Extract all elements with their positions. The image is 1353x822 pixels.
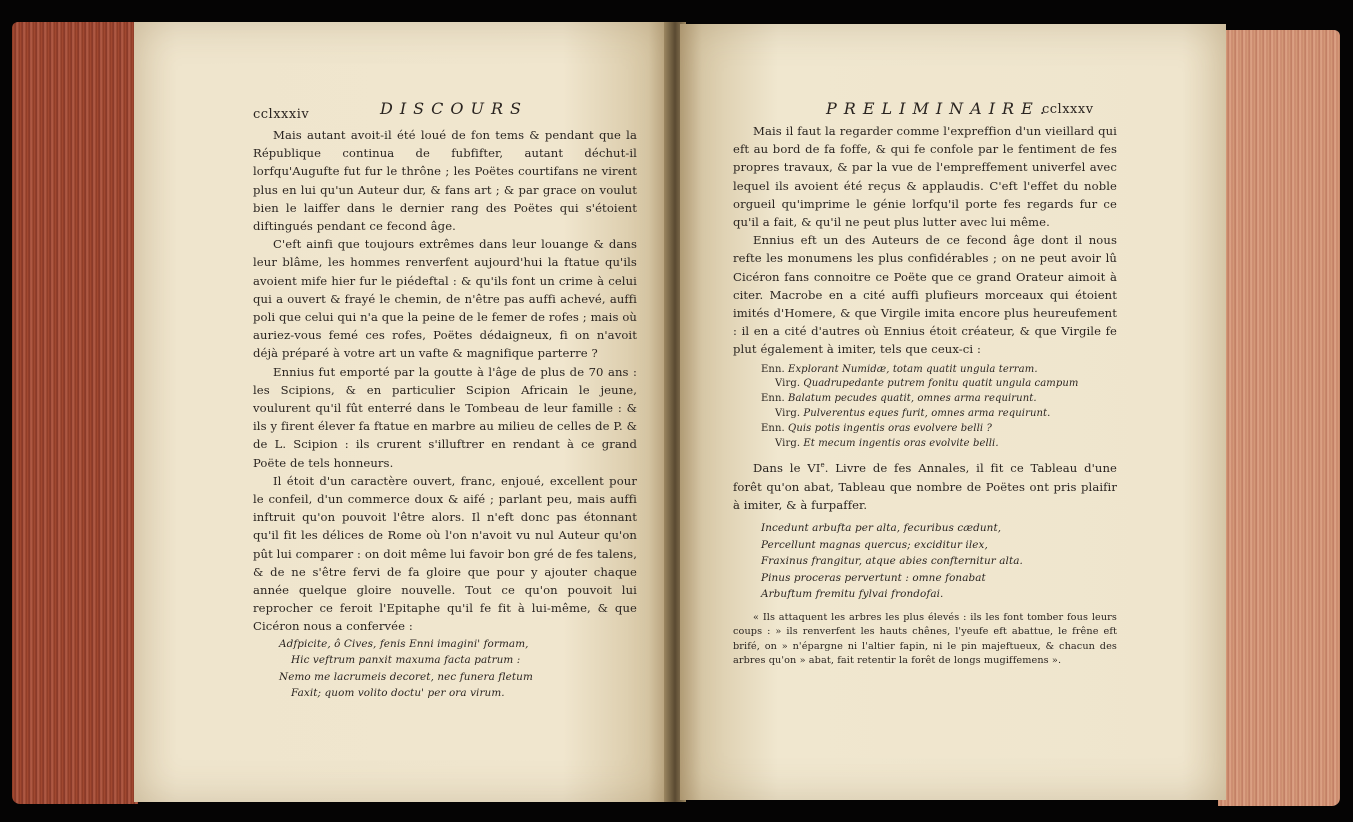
comparison-line: Enn. Explorant Numidæ, totam quatit ungula terram. [761, 363, 1038, 375]
right-running-head: PRELIMINAIRE. [826, 99, 1052, 118]
right-page-number: cclxxxv [1042, 102, 1094, 117]
verse-line: Fraxinus frangitur, atque abies confternitur alta. [761, 555, 1023, 568]
left-page-edges [12, 22, 138, 804]
paragraph: Il étoit d'un caractère ouvert, franc, enjoué, excellent pour le confeil, d'un commerce doux & aifé ; parlant peu, mais auffi inftruit qu'on pouvoit l'être alors. Il n'eft donc pas étonnant qu'il fit les délices de Rome où l'on n'avoit vu nul Auteur qu'on pût lui comparer : on doit même lui favoir bon gré de fes talens, & de ne s'être fervi de fa gloire que pour y ajouter chaque année quelque gloire nouvelle. Tout ce qu'on pouvoit lui reprocher ce feroit l'Epitaphe qu'il fe fit à lui-même, & que Cicéron nous a confervée : [253, 473, 637, 634]
verse-line: Percellunt magnas quercus; exciditur ilex, [761, 538, 988, 551]
comparison-line: Enn. Balatum pecudes quatit, omnes arma requirunt. [761, 393, 1037, 405]
comparison-line: Virg. Pulverentus eques furit, omnes arma requirunt. [775, 408, 1051, 420]
annales-verse [733, 520, 1117, 603]
verse-line: Arbuftum fremitu fylvai frondofai. [761, 588, 944, 601]
paragraph: Mais il faut la regarder comme l'expreffion d'un vieillard qui eft au bord de fa foffe, & qui fe confole par le fentiment de fes propres travaux, & par la vue de l'empreffement univerfel avec lequel ils avoient été reçus & applaudis. C'eft l'effet du noble orgueil qu'imprime le génie lorfqu'il porte fes regards fur ce qu'il a fait, & qu'il ne peut plus lutter avec lui même. [733, 124, 1117, 230]
verse-line: Faxit; quom volito doctu' per ora virum. [291, 687, 505, 700]
french-translation-note: « Ils attaquent les arbres les plus élevés : ils les font tomber fous leurs coups : » ils renverfent les hauts chênes, l'yeufe eft abattue, le frêne eft brifé, on » n'épargne ni l'altier fapin, ni le pin majeftueux, & chacun des arbres qu'on » abat, fait retentir la forêt de longs mugiffemens ». [733, 611, 1117, 667]
paragraph: Mais autant avoit-il été loué de fon tems & pendant que la République continua de fubfifter, autant déchut-il lorfqu'Augufte fut fur le thrône ; les Poëtes courtifans ne virent plus en lui qu'un Auteur dur, & fans art ; & par grace on voulut bien le laiffer dans le dernier rang des Poëtes qui s'étoient diftingués pendant ce fecond âge. [253, 128, 637, 234]
left-page-number: cclxxxiv [253, 107, 310, 122]
epitaph-verse [253, 636, 637, 702]
paragraph: C'eft ainfi que toujours extrêmes dans leur louange & dans leur blâme, les hommes renverfent aujourd'hui la ftatue qu'ils avoient mife hier fur le piédeftal : & qu'ils font un crime à celui qui a ouvert & frayé le chemin, de n'être pas auffi achevé, auffi poli que celui qui n'a que la peine de le femer de rofes ; mais où auriez-vous femé ces rofes, Poëtes dédaigneux, fi on n'avoit déjà préparé à votre art un vafte & magnifique parterre ? [253, 237, 637, 361]
paragraph: Ennius eft un des Auteurs de ce fecond âge dont il nous refte les monumens les plus confidérables ; on ne peut avoir lû Cicéron fans connoitre ce Poëte que ce grand Orateur aimoit à citer. Macrobe en a cité auffi plufieurs morceaux qui étoient imités d'Homere, & que Virgile imita encore plus heureufement : il en a cité d'autres où Ennius étoit créateur, & que Virgile fe plut également à imiter, tels que ceux-ci : [733, 233, 1117, 357]
annales-paragraph: Dans le VIe. Livre de fes Annales, il fit ce Tableau d'une forêt qu'on abat, Tableau que nombre de Poëtes ont pris plaifir à imiter, & à furpaffer. [733, 461, 1117, 512]
verse-comparisons [761, 363, 1117, 452]
left-running-head: DISCOURS [380, 99, 528, 118]
verse-line: Incedunt arbufta per alta, fecuribus cædunt, [761, 522, 1002, 535]
verse-line: Pinus proceras pervertunt : omne fonabat [761, 571, 986, 584]
verse-line: Adfpicite, ô Cives, fenis Enni imagini' formam, [279, 637, 529, 650]
paragraph: Ennius fut emporté par la goutte à l'âge de plus de 70 ans : les Scipions, & en particulier Scipion Africain le jeune, voulurent qu'il fût enterré dans le Tombeau de leur famille : & ils y firent élever fa ftatue en marbre au milieu de celles de P. & de L. Scipion : ils crurent s'illuftrer en rendant à ce grand Poëte de tels honneurs. [253, 364, 637, 470]
comparison-line: Virg. Et mecum ingentis oras evolvite belli. [775, 437, 999, 449]
comparison-line: Virg. Quadrupedante putrem fonitu quatit ungula campum [775, 378, 1079, 390]
right-page-edges [1218, 30, 1340, 806]
comparison-line: Enn. Quis potis ingentis oras evolvere belli ? [761, 422, 992, 434]
verse-line: Hic veftrum panxit maxuma facta patrum : [291, 654, 521, 667]
left-page-body [253, 126, 637, 702]
right-page-body [733, 122, 1117, 669]
verse-line: Nemo me lacrumeis decoret, nec funera fletum [279, 670, 533, 683]
